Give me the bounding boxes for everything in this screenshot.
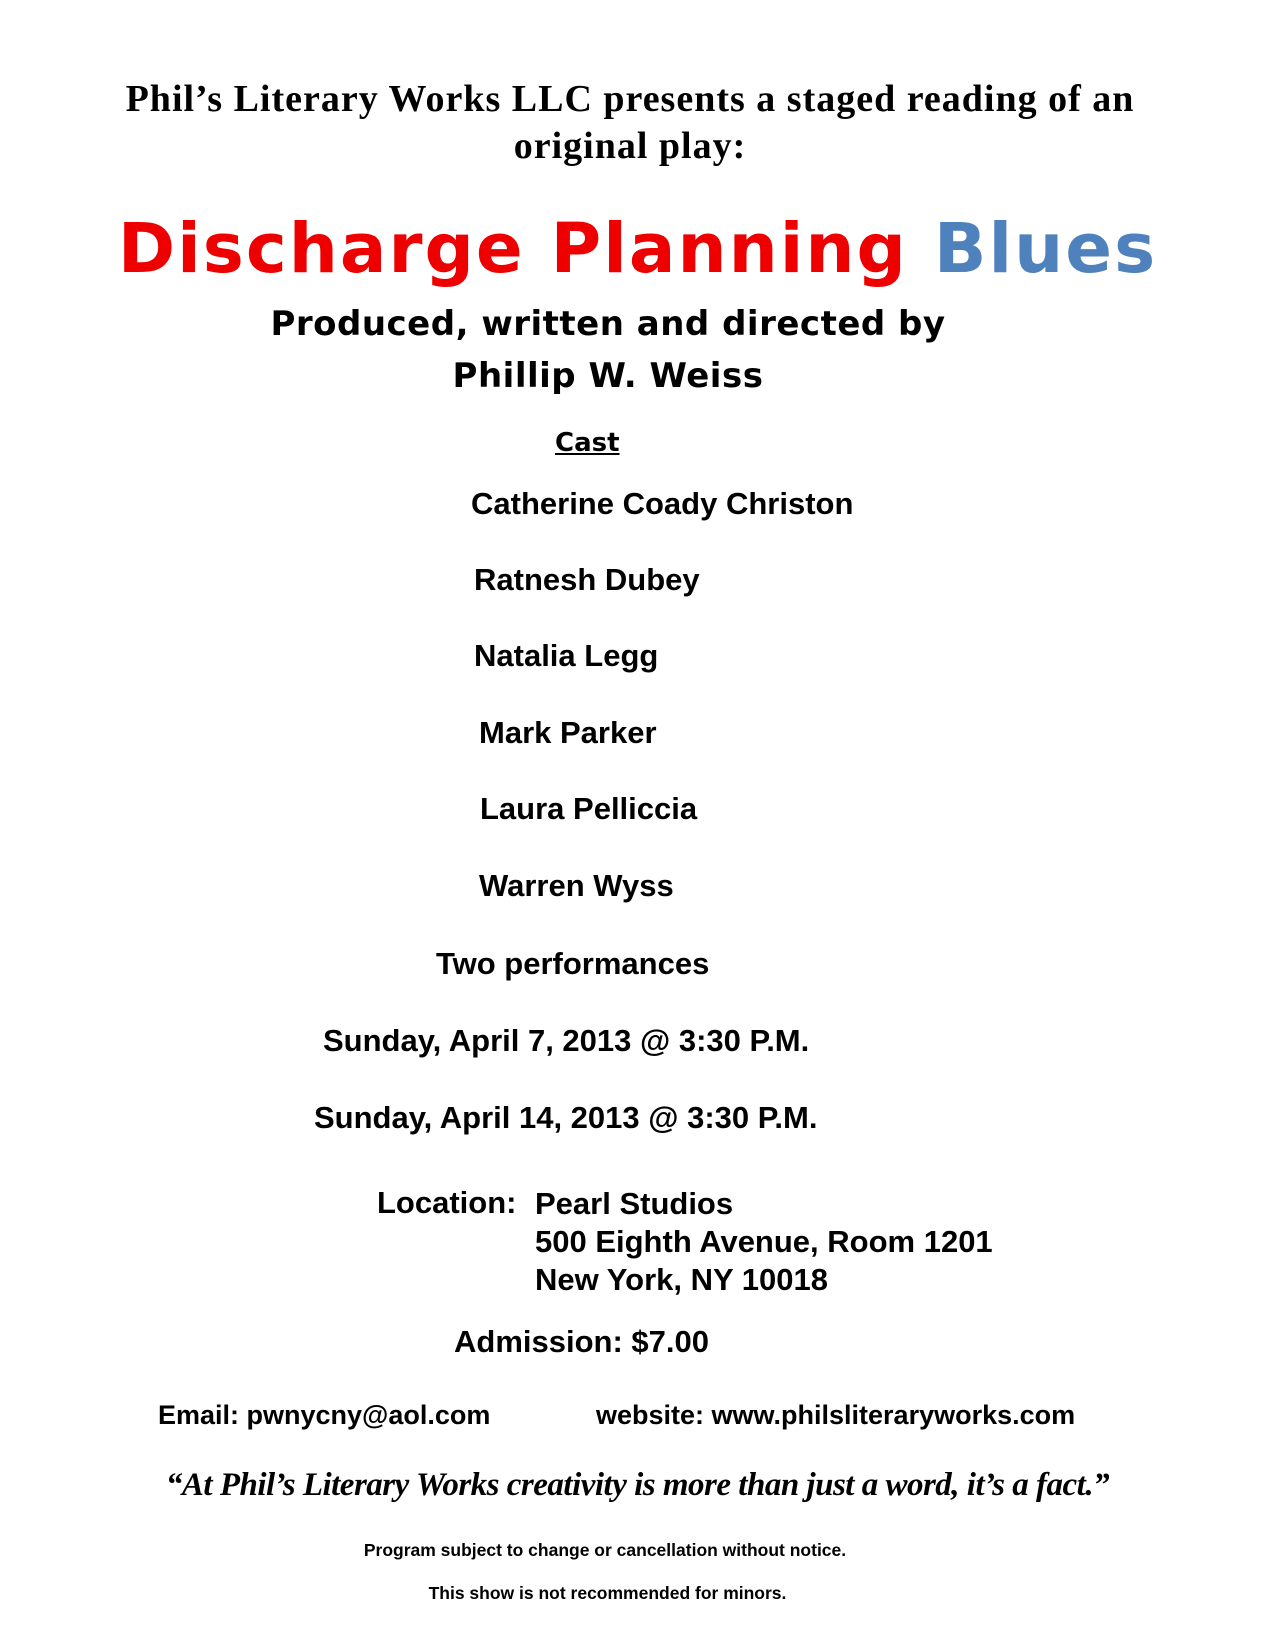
cast-member: Warren Wyss xyxy=(479,868,674,903)
cast-member: Laura Pelliccia xyxy=(480,791,698,826)
street-address: 500 Eighth Avenue, Room 1201 xyxy=(535,1224,993,1259)
notice-minors: This show is not recommended for minors. xyxy=(428,1583,787,1603)
intro-line-2: original play: xyxy=(513,125,747,167)
cast-heading: Cast xyxy=(555,428,620,458)
slogan: “At Phil’s Literary Works creativity is more than just a word, it’s a fact.” xyxy=(165,1467,1110,1503)
notice-change: Program subject to change or cancellation without notice. xyxy=(363,1540,847,1560)
performances-heading: Two performances xyxy=(436,946,710,981)
cast-member: Mark Parker xyxy=(479,715,657,750)
website-contact: website: www.philsliteraryworks.com xyxy=(596,1400,1076,1430)
credit-line: Produced, written and directed by xyxy=(270,304,946,344)
admission-price: Admission: $7.00 xyxy=(454,1324,709,1359)
location-address xyxy=(535,1185,993,1299)
venue-name: Pearl Studios xyxy=(535,1186,734,1221)
play-title xyxy=(0,209,1275,289)
intro-text xyxy=(0,76,1260,170)
play-title-blue: Blues xyxy=(933,209,1158,289)
location-label: Location: xyxy=(377,1185,517,1220)
city-state-zip: New York, NY 10018 xyxy=(535,1262,828,1297)
intro-line-1: Phil’s Literary Works LLC presents a staged reading of an xyxy=(125,78,1135,120)
cast-member: Ratnesh Dubey xyxy=(474,562,700,597)
credit xyxy=(0,298,1216,402)
performance-date: Sunday, April 14, 2013 @ 3:30 P.M. xyxy=(314,1100,818,1135)
cast-member: Natalia Legg xyxy=(474,638,659,673)
play-title-red: Discharge Planning xyxy=(117,209,908,289)
cast-member: Catherine Coady Christon xyxy=(471,486,854,521)
performance-date: Sunday, April 7, 2013 @ 3:30 P.M. xyxy=(323,1023,810,1058)
director-name: Phillip W. Weiss xyxy=(452,356,764,396)
email-contact: Email: pwnycny@aol.com xyxy=(158,1400,491,1430)
